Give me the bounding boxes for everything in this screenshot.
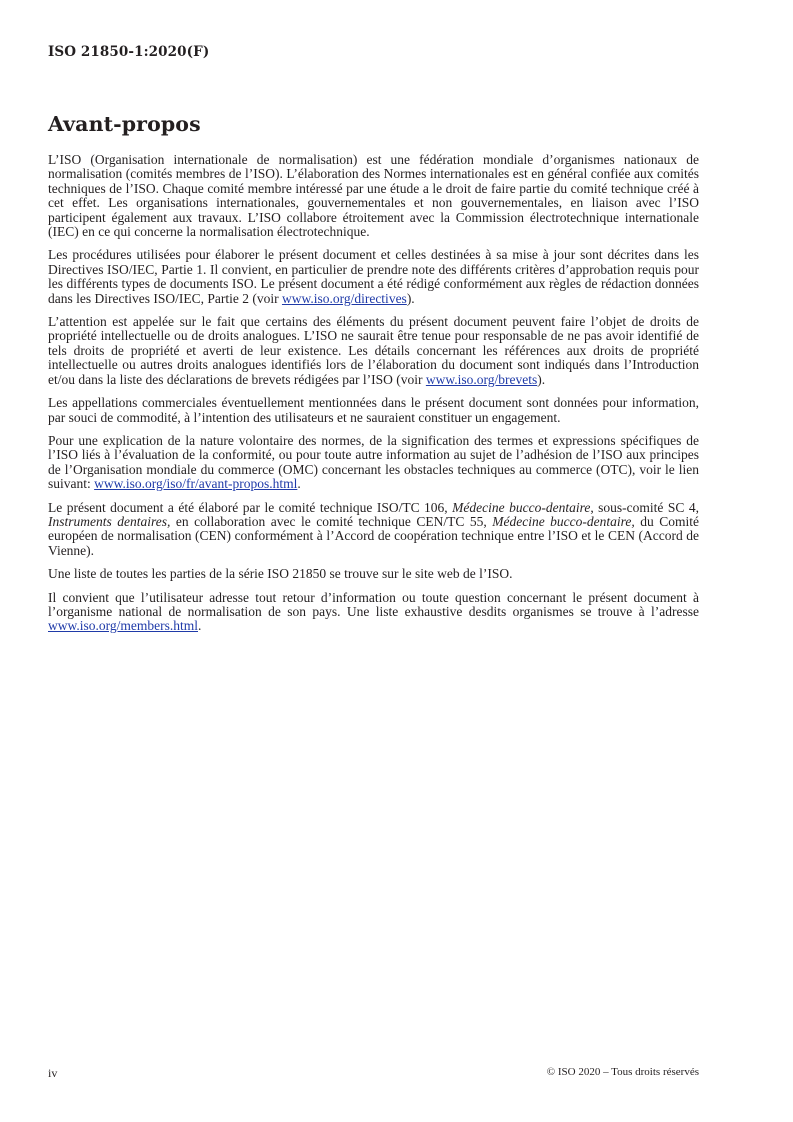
paragraph-iso-overview: L’ISO (Organisation internationale de normalisation) est une fédération mondiale d’organismes nationaux de normalisation (comités membres de l’ISO). L’élaboration des Normes internationales est en général confiée aux comités techniques de l’ISO. Chaque comité membre intéressé par une étude a le droit de faire partie du comité technique créé à cet effet. Les organisations internationales, gouvernementales et non gouvernementales, en liaison avec l’ISO participent également aux travaux. L’ISO collabore étroitement avec la Commission électrotechnique internationale (IEC) en ce qui concerne la normalisation électrotechnique. — [48, 152, 699, 240]
directives-link[interactable]: www.iso.org/directives — [281, 290, 407, 306]
paragraph-series-list: Une liste de toutes les parties de la série ISO 21850 se trouve sur le site web de l’ISO. — [48, 566, 513, 582]
paragraph-text: Le présent document a été élaboré par le comité technique ISO/TC 106, — [48, 499, 453, 515]
paragraph-patent-rights — [48, 315, 699, 387]
paragraph-feedback — [48, 591, 699, 634]
paragraph-trade-names: Les appellations commerciales éventuellement mentionnées dans le présent document sont données pour information, par souci de commodité, à l’intention des utilisateurs et ne sauraient constituer un engagement. — [48, 395, 699, 425]
paragraph-text: Il convient que l’utilisateur adresse tout retour d’information ou toute question concernant le présent document à l’organisme national de normalisation de son pays. Une liste exhaustive desdits organismes se trouve à l’adresse — [48, 589, 699, 619]
copyright-notice: © ISO 2020 – Tous droits réservés — [546, 1066, 699, 1078]
cen-committee-name-italic: Médecine bucco-dentaire, — [492, 513, 635, 529]
committee-name-italic: Médecine bucco-dentaire — [452, 499, 591, 515]
paragraph-text: en collaboration avec le comité technique CEN/TC 55, — [170, 513, 493, 529]
paragraph-text: . — [297, 476, 301, 492]
patents-link[interactable]: www.iso.org/brevets — [425, 371, 538, 387]
paragraph-procedures — [48, 248, 699, 306]
paragraph-text: L’attention est appelée sur le fait que certains des éléments du présent document peuvent faire l’objet de droits de propriété intellectuelle ou de droits analogues. L’ISO ne saurait être tenue pour responsable de ne pas avoir identifié de tels droits de propriété et averti de leur existence. Les détails concernant les références aux droits de propriété intellectuelle ou autres droits analogues identifiés lors de l’élaboration du document sont indiqués dans l’Introduction et/ou dans la liste des déclarations de brevets rédigées par l’ISO (voir — [48, 314, 699, 387]
members-link[interactable]: www.iso.org/members.html — [48, 618, 198, 634]
paragraph-committee — [48, 501, 699, 559]
paragraph-text: ). — [406, 290, 415, 306]
page-title: Avant-propos — [48, 112, 201, 136]
paragraph-text: Pour une explication de la nature volontaire des normes, de la signification des termes et expressions spécifiques de l’ISO liés à l’évaluation de la conformité, ou pour toute autre information au sujet de l’adhésion de l’ISO aux principes de l’Organisation mondiale du commerce (OMC) concernant les obstacles techniques au commerce (OTC), voir le lien suivant: — [48, 432, 699, 492]
document-identifier: ISO 21850-1:2020(F) — [48, 44, 210, 60]
paragraph-text: Les procédures utilisées pour élaborer le présent document et celles destinées à sa mise à jour sont décrites dans les Directives ISO/IEC, Partie 1. Il convient, en particulier de prendre note des différents critères d’approbation requis pour les différents types de documents ISO. Le présent document a été rédigé conformément aux règles de rédaction données dans les Directives ISO/IEC, Partie 2 (voir — [48, 247, 699, 306]
paragraph-text: , sous-comité SC 4, — [590, 499, 699, 515]
paragraph-text: du Comité européen de normalisation (CEN) conformément à l’Accord de coopération technique entre l’ISO et le CEN (Accord de Vienne). — [48, 513, 699, 558]
foreword-body — [48, 153, 699, 643]
foreword-info-link[interactable]: www.iso.org/iso/fr/avant-propos.html — [94, 476, 298, 492]
paragraph-text: . — [198, 618, 202, 634]
page-number: iv — [48, 1066, 58, 1080]
paragraph-text: ). — [537, 371, 546, 387]
paragraph-voluntary-nature — [48, 434, 699, 492]
subcommittee-name-italic: Instruments dentaires, — [48, 513, 171, 529]
